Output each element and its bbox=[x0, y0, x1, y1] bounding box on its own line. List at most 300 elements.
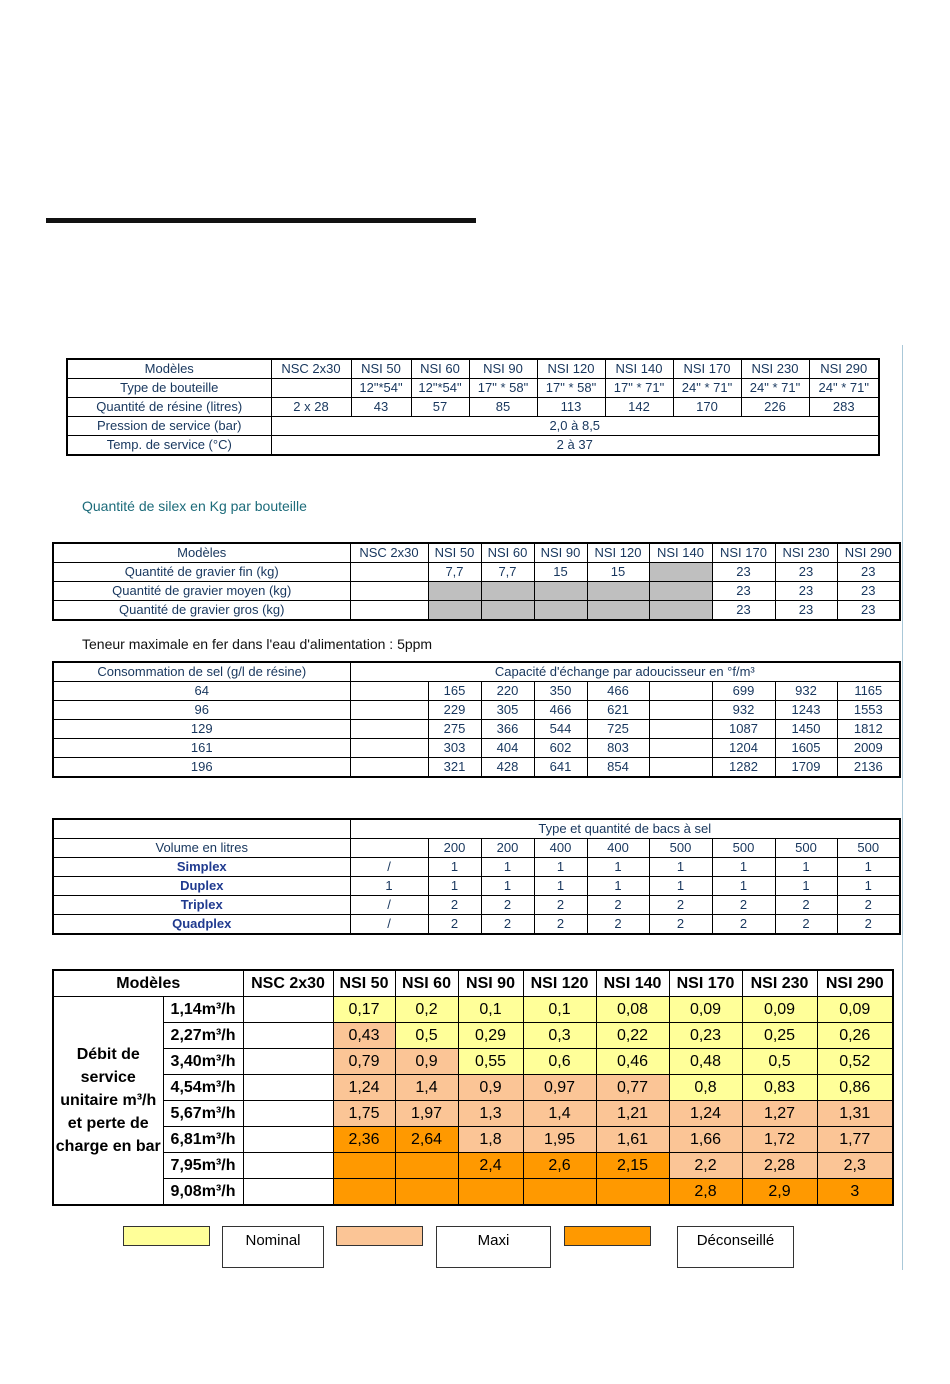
table-row bbox=[53, 682, 900, 701]
legend-label-deconseille: Déconseillé bbox=[677, 1226, 794, 1268]
pressure-drop-cell: 1,8 bbox=[458, 1127, 523, 1153]
table-cell bbox=[587, 582, 649, 601]
table-cell bbox=[350, 758, 428, 778]
table-cell: 1 bbox=[481, 877, 534, 896]
pressure-drop-cell bbox=[243, 1023, 333, 1049]
flow-rate-cell: 7,95m³/h bbox=[163, 1153, 243, 1179]
pressure-drop-cell: 0,97 bbox=[523, 1075, 596, 1101]
table-cell: 1165 bbox=[837, 682, 900, 701]
table-cell: 23 bbox=[775, 601, 837, 621]
pressure-drop-cell: 0,46 bbox=[596, 1049, 669, 1075]
table-cell: 2 bbox=[649, 915, 712, 935]
table-cell: 2 bbox=[712, 896, 775, 915]
salt-tanks-span-header: Type et quantité de bacs à sel bbox=[350, 819, 900, 839]
pressure-drop-cell bbox=[395, 1153, 458, 1179]
flow-header-cell: NSC 2x30 bbox=[243, 970, 333, 997]
table-cell bbox=[649, 682, 712, 701]
table-cell: 283 bbox=[809, 398, 879, 417]
table-cell: 500 bbox=[649, 839, 712, 858]
flow-rate-cell: 4,54m³/h bbox=[163, 1075, 243, 1101]
table-cell: 23 bbox=[712, 563, 775, 582]
table-cell: 2 bbox=[534, 896, 587, 915]
table-cell: 854 bbox=[587, 758, 649, 778]
silex-header-cell: NSI 120 bbox=[587, 543, 649, 563]
silex-table bbox=[52, 542, 901, 621]
table-cell: 500 bbox=[712, 839, 775, 858]
pressure-drop-cell: 1,4 bbox=[395, 1075, 458, 1101]
silex-header-cell: Modèles bbox=[53, 543, 350, 563]
silex-header-cell: NSI 50 bbox=[428, 543, 481, 563]
table-cell bbox=[350, 563, 428, 582]
table-cell: 275 bbox=[428, 720, 481, 739]
legend-swatch-maxi bbox=[336, 1226, 423, 1246]
pressure-drop-cell: 1,75 bbox=[333, 1101, 395, 1127]
table-cell bbox=[649, 601, 712, 621]
row-label: Volume en litres bbox=[53, 839, 350, 858]
specs-temp-row bbox=[67, 436, 879, 456]
table-cell: 1 bbox=[712, 858, 775, 877]
table-cell: 1 bbox=[837, 858, 900, 877]
table-row bbox=[53, 1127, 893, 1153]
pressure-drop-cell bbox=[243, 1127, 333, 1153]
specs-header-row bbox=[67, 359, 879, 379]
pressure-drop-cell: 0,52 bbox=[817, 1049, 893, 1075]
flow-header-cell: NSI 60 bbox=[395, 970, 458, 997]
table-cell: 23 bbox=[775, 582, 837, 601]
silex-header-cell: NSI 140 bbox=[649, 543, 712, 563]
table-cell: 1 bbox=[428, 858, 481, 877]
specs-bottle-row bbox=[67, 379, 879, 398]
specs-header-cell: NSI 170 bbox=[673, 359, 741, 379]
row-label: Duplex bbox=[53, 877, 350, 896]
table-cell bbox=[350, 739, 428, 758]
pressure-drop-cell: 0,17 bbox=[333, 997, 395, 1023]
table-cell bbox=[481, 582, 534, 601]
table-cell bbox=[481, 601, 534, 621]
table-cell: 2 bbox=[587, 915, 649, 935]
legend-swatch-nominal bbox=[123, 1226, 210, 1246]
table-cell: 57 bbox=[411, 398, 469, 417]
table-cell: 500 bbox=[775, 839, 837, 858]
pressure-drop-cell: 1,66 bbox=[669, 1127, 742, 1153]
table-cell bbox=[649, 701, 712, 720]
table-cell: 24" * 71" bbox=[673, 379, 741, 398]
table-cell: 2 bbox=[712, 915, 775, 935]
row-label: Triplex bbox=[53, 896, 350, 915]
flow-header-cell: NSI 120 bbox=[523, 970, 596, 997]
table-row bbox=[53, 563, 900, 582]
pressure-drop-cell: 0,9 bbox=[395, 1049, 458, 1075]
flow-header-cell: NSI 90 bbox=[458, 970, 523, 997]
empty-corner-cell bbox=[53, 819, 350, 839]
table-cell: 725 bbox=[587, 720, 649, 739]
specs-pressure-row bbox=[67, 417, 879, 436]
specs-header-cell: NSI 90 bbox=[469, 359, 537, 379]
flow-rate-cell: 3,40m³/h bbox=[163, 1049, 243, 1075]
table-cell: 2 bbox=[837, 915, 900, 935]
table-cell: 932 bbox=[775, 682, 837, 701]
table-cell: 7,7 bbox=[481, 563, 534, 582]
row-label: Quantité de gravier fin (kg) bbox=[53, 563, 350, 582]
pressure-drop-cell bbox=[333, 1153, 395, 1179]
table-cell bbox=[350, 682, 428, 701]
flow-rate-cell: 2,27m³/h bbox=[163, 1023, 243, 1049]
table-cell: 2 bbox=[481, 915, 534, 935]
table-cell: 7,7 bbox=[428, 563, 481, 582]
pressure-drop-cell: 1,4 bbox=[523, 1101, 596, 1127]
table-cell: 2 x 28 bbox=[271, 398, 351, 417]
table-cell: 12"*54" bbox=[351, 379, 411, 398]
table-cell: 2 bbox=[837, 896, 900, 915]
row-label: 161 bbox=[53, 739, 350, 758]
table-row bbox=[53, 877, 900, 896]
pressure-drop-cell: 0,8 bbox=[669, 1075, 742, 1101]
salt-tanks-volume-row bbox=[53, 839, 900, 858]
pressure-drop-cell: 2,36 bbox=[333, 1127, 395, 1153]
table-row bbox=[53, 896, 900, 915]
silex-header-cell: NSC 2x30 bbox=[350, 543, 428, 563]
page-border-line bbox=[902, 345, 903, 1270]
table-cell: 2 bbox=[775, 896, 837, 915]
row-label: 96 bbox=[53, 701, 350, 720]
pressure-drop-cell: 1,31 bbox=[817, 1101, 893, 1127]
table-cell bbox=[649, 739, 712, 758]
table-cell: 699 bbox=[712, 682, 775, 701]
pressure-drop-cell: 1,95 bbox=[523, 1127, 596, 1153]
specs-header-cell: NSI 50 bbox=[351, 359, 411, 379]
table-cell bbox=[534, 582, 587, 601]
table-cell: 113 bbox=[537, 398, 605, 417]
table-cell: 1 bbox=[481, 858, 534, 877]
table-cell: 15 bbox=[587, 563, 649, 582]
flow-header-cell: Modèles bbox=[53, 970, 243, 997]
pressure-drop-cell: 2,28 bbox=[742, 1153, 817, 1179]
specs-header-cell: NSC 2x30 bbox=[271, 359, 351, 379]
table-cell: / bbox=[350, 896, 428, 915]
capacity-table bbox=[52, 661, 901, 778]
silex-header-cell: NSI 90 bbox=[534, 543, 587, 563]
table-cell: 2 bbox=[534, 915, 587, 935]
pressure-drop-cell: 2,2 bbox=[669, 1153, 742, 1179]
pressure-drop-cell bbox=[395, 1179, 458, 1206]
table-cell bbox=[271, 379, 351, 398]
pressure-drop-cell: 2,6 bbox=[523, 1153, 596, 1179]
table-cell: 404 bbox=[481, 739, 534, 758]
table-cell: 1 bbox=[587, 877, 649, 896]
table-row bbox=[53, 997, 893, 1023]
table-cell: 2136 bbox=[837, 758, 900, 778]
table-cell: 1709 bbox=[775, 758, 837, 778]
table-cell: 1 bbox=[428, 877, 481, 896]
row-label: Simplex bbox=[53, 858, 350, 877]
flow-rate-cell: 1,14m³/h bbox=[163, 997, 243, 1023]
table-cell: 2 bbox=[428, 915, 481, 935]
pressure-drop-cell: 0,6 bbox=[523, 1049, 596, 1075]
table-cell: 2 bbox=[775, 915, 837, 935]
pressure-drop-cell: 1,77 bbox=[817, 1127, 893, 1153]
pressure-drop-cell bbox=[243, 1101, 333, 1127]
pressure-drop-cell: 0,09 bbox=[669, 997, 742, 1023]
table-cell: 23 bbox=[837, 582, 900, 601]
pressure-drop-cell: 2,8 bbox=[669, 1179, 742, 1206]
table-cell: 2,0 à 8,5 bbox=[271, 417, 879, 436]
pressure-drop-cell: 0,43 bbox=[333, 1023, 395, 1049]
table-cell: 1 bbox=[775, 877, 837, 896]
table-cell: 1605 bbox=[775, 739, 837, 758]
capacity-label-header: Consommation de sel (g/l de résine) bbox=[53, 662, 350, 682]
table-cell: 1 bbox=[587, 858, 649, 877]
table-cell: 200 bbox=[481, 839, 534, 858]
pressure-drop-cell bbox=[243, 997, 333, 1023]
table-cell: 24" * 71" bbox=[809, 379, 879, 398]
silex-header-cell: NSI 170 bbox=[712, 543, 775, 563]
pressure-drop-cell: 0,2 bbox=[395, 997, 458, 1023]
table-cell: 1282 bbox=[712, 758, 775, 778]
table-cell: 1553 bbox=[837, 701, 900, 720]
table-cell: 366 bbox=[481, 720, 534, 739]
flow-header-cell: NSI 170 bbox=[669, 970, 742, 997]
table-cell: 466 bbox=[587, 682, 649, 701]
header-rule bbox=[46, 218, 476, 223]
pressure-drop-cell: 0,79 bbox=[333, 1049, 395, 1075]
pressure-drop-cell bbox=[523, 1179, 596, 1206]
pressure-drop-cell: 1,3 bbox=[458, 1101, 523, 1127]
flow-rate-cell: 6,81m³/h bbox=[163, 1127, 243, 1153]
table-cell: 303 bbox=[428, 739, 481, 758]
row-label: 196 bbox=[53, 758, 350, 778]
pressure-drop-cell: 1,97 bbox=[395, 1101, 458, 1127]
pressure-drop-cell: 0,23 bbox=[669, 1023, 742, 1049]
flow-header-cell: NSI 290 bbox=[817, 970, 893, 997]
table-cell: 17" * 71" bbox=[605, 379, 673, 398]
pressure-drop-cell bbox=[243, 1075, 333, 1101]
table-cell: 1204 bbox=[712, 739, 775, 758]
pressure-drop-cell bbox=[243, 1049, 333, 1075]
row-label: Quantité de résine (litres) bbox=[67, 398, 271, 417]
table-cell bbox=[428, 582, 481, 601]
pressure-drop-cell: 0,5 bbox=[742, 1049, 817, 1075]
table-cell: 1 bbox=[712, 877, 775, 896]
table-cell: 1 bbox=[649, 858, 712, 877]
pressure-drop-cell: 1,24 bbox=[333, 1075, 395, 1101]
specs-table bbox=[66, 358, 880, 456]
table-cell: 2009 bbox=[837, 739, 900, 758]
table-row bbox=[53, 1023, 893, 1049]
row-label: Temp. de service (°C) bbox=[67, 436, 271, 456]
table-cell: 428 bbox=[481, 758, 534, 778]
pressure-drop-cell: 1,61 bbox=[596, 1127, 669, 1153]
pressure-drop-cell: 0,55 bbox=[458, 1049, 523, 1075]
pressure-drop-cell: 0,1 bbox=[458, 997, 523, 1023]
pressure-drop-cell: 0,5 bbox=[395, 1023, 458, 1049]
table-cell: 15 bbox=[534, 563, 587, 582]
table-row bbox=[53, 915, 900, 935]
table-row bbox=[53, 758, 900, 778]
capacity-header-row bbox=[53, 662, 900, 682]
table-cell: 200 bbox=[428, 839, 481, 858]
table-cell: 23 bbox=[775, 563, 837, 582]
specs-header-cell: NSI 60 bbox=[411, 359, 469, 379]
table-cell: 602 bbox=[534, 739, 587, 758]
specs-header-cell: NSI 230 bbox=[741, 359, 809, 379]
pressure-drop-cell: 2,3 bbox=[817, 1153, 893, 1179]
table-cell bbox=[649, 582, 712, 601]
table-cell: 803 bbox=[587, 739, 649, 758]
flow-header-cell: NSI 50 bbox=[333, 970, 395, 997]
table-cell bbox=[350, 839, 428, 858]
table-cell: 544 bbox=[534, 720, 587, 739]
table-cell bbox=[587, 601, 649, 621]
pressure-drop-cell bbox=[458, 1179, 523, 1206]
pressure-drop-cell: 2,15 bbox=[596, 1153, 669, 1179]
pressure-drop-cell: 0,26 bbox=[817, 1023, 893, 1049]
table-cell: 400 bbox=[587, 839, 649, 858]
table-cell: 932 bbox=[712, 701, 775, 720]
pressure-drop-cell: 0,08 bbox=[596, 997, 669, 1023]
table-cell: 350 bbox=[534, 682, 587, 701]
table-row bbox=[53, 720, 900, 739]
table-cell: 1 bbox=[837, 877, 900, 896]
legend-swatch-deconseille bbox=[564, 1226, 651, 1246]
pressure-drop-cell: 1,24 bbox=[669, 1101, 742, 1127]
pressure-drop-cell bbox=[333, 1179, 395, 1206]
table-cell: 12"*54" bbox=[411, 379, 469, 398]
table-row bbox=[53, 739, 900, 758]
pressure-drop-cell: 0,1 bbox=[523, 997, 596, 1023]
table-cell: 2 bbox=[481, 896, 534, 915]
table-row bbox=[53, 1153, 893, 1179]
capacity-span-header: Capacité d'échange par adoucisseur en °f/m³ bbox=[350, 662, 900, 682]
table-cell: 23 bbox=[837, 601, 900, 621]
table-row bbox=[53, 701, 900, 720]
table-cell: 226 bbox=[741, 398, 809, 417]
table-cell: 24" * 71" bbox=[741, 379, 809, 398]
table-cell: 85 bbox=[469, 398, 537, 417]
row-label: Quantité de gravier moyen (kg) bbox=[53, 582, 350, 601]
flow-rate-cell: 5,67m³/h bbox=[163, 1101, 243, 1127]
silex-header-row bbox=[53, 543, 900, 563]
specs-header-cell: NSI 290 bbox=[809, 359, 879, 379]
specs-header-cell: Modèles bbox=[67, 359, 271, 379]
row-label: Type de bouteille bbox=[67, 379, 271, 398]
specs-resin-row bbox=[67, 398, 879, 417]
row-label: Quantité de gravier gros (kg) bbox=[53, 601, 350, 621]
table-row bbox=[53, 858, 900, 877]
table-cell: 400 bbox=[534, 839, 587, 858]
table-row bbox=[53, 1049, 893, 1075]
table-cell: 2 bbox=[649, 896, 712, 915]
pressure-drop-cell: 0,22 bbox=[596, 1023, 669, 1049]
table-cell: 621 bbox=[587, 701, 649, 720]
row-label: Pression de service (bar) bbox=[67, 417, 271, 436]
salt-tanks-header-row bbox=[53, 819, 900, 839]
table-cell: 23 bbox=[712, 601, 775, 621]
specs-header-cell: NSI 140 bbox=[605, 359, 673, 379]
silex-header-cell: NSI 290 bbox=[837, 543, 900, 563]
table-cell: / bbox=[350, 858, 428, 877]
row-label: 129 bbox=[53, 720, 350, 739]
table-cell bbox=[428, 601, 481, 621]
pressure-drop-cell: 3 bbox=[817, 1179, 893, 1206]
pressure-drop-cell: 0,29 bbox=[458, 1023, 523, 1049]
table-cell: / bbox=[350, 915, 428, 935]
silex-header-cell: NSI 60 bbox=[481, 543, 534, 563]
table-cell: 220 bbox=[481, 682, 534, 701]
table-cell: 305 bbox=[481, 701, 534, 720]
table-cell bbox=[649, 563, 712, 582]
table-cell: 1 bbox=[775, 858, 837, 877]
table-cell: 1812 bbox=[837, 720, 900, 739]
pressure-drop-cell: 0,86 bbox=[817, 1075, 893, 1101]
specs-header-cell: NSI 120 bbox=[537, 359, 605, 379]
table-cell: 23 bbox=[837, 563, 900, 582]
table-row bbox=[53, 1075, 893, 1101]
table-cell: 500 bbox=[837, 839, 900, 858]
pressure-drop-cell: 0,09 bbox=[742, 997, 817, 1023]
table-cell: 1450 bbox=[775, 720, 837, 739]
flow-row-label: Débit de service unitaire m³/h et perte de charge en bar bbox=[53, 997, 163, 1206]
pressure-drop-cell: 0,83 bbox=[742, 1075, 817, 1101]
table-cell bbox=[534, 601, 587, 621]
silex-header-cell: NSI 230 bbox=[775, 543, 837, 563]
pressure-drop-cell: 0,09 bbox=[817, 997, 893, 1023]
pressure-drop-cell: 0,9 bbox=[458, 1075, 523, 1101]
pressure-drop-cell bbox=[596, 1179, 669, 1206]
table-cell: 321 bbox=[428, 758, 481, 778]
table-cell: 1 bbox=[649, 877, 712, 896]
table-cell: 466 bbox=[534, 701, 587, 720]
pressure-drop-cell: 0,3 bbox=[523, 1023, 596, 1049]
silex-caption: Quantité de silex en Kg par bouteille bbox=[82, 498, 307, 514]
table-cell: 17" * 58" bbox=[469, 379, 537, 398]
pressure-drop-cell: 1,21 bbox=[596, 1101, 669, 1127]
table-cell: 2 à 37 bbox=[271, 436, 879, 456]
iron-note: Teneur maximale en fer dans l'eau d'alimentation : 5ppm bbox=[82, 636, 433, 652]
table-cell bbox=[649, 758, 712, 778]
legend-label-nominal: Nominal bbox=[222, 1226, 324, 1268]
table-cell bbox=[350, 601, 428, 621]
flow-rate-cell: 9,08m³/h bbox=[163, 1179, 243, 1206]
pressure-drop-cell: 0,77 bbox=[596, 1075, 669, 1101]
table-cell bbox=[649, 720, 712, 739]
table-row bbox=[53, 582, 900, 601]
table-cell bbox=[350, 701, 428, 720]
table-row bbox=[53, 601, 900, 621]
pressure-drop-cell: 2,4 bbox=[458, 1153, 523, 1179]
flow-header-row bbox=[53, 970, 893, 997]
pressure-drop-cell: 2,64 bbox=[395, 1127, 458, 1153]
legend-label-maxi: Maxi bbox=[436, 1226, 551, 1268]
pressure-drop-cell: 1,27 bbox=[742, 1101, 817, 1127]
table-cell: 1 bbox=[534, 858, 587, 877]
row-label: 64 bbox=[53, 682, 350, 701]
pressure-drop-cell: 0,48 bbox=[669, 1049, 742, 1075]
table-cell bbox=[350, 720, 428, 739]
salt-tanks-table bbox=[52, 818, 901, 935]
pressure-drop-cell: 0,25 bbox=[742, 1023, 817, 1049]
pressure-drop-cell: 2,9 bbox=[742, 1179, 817, 1206]
pressure-drop-cell bbox=[243, 1153, 333, 1179]
table-cell: 165 bbox=[428, 682, 481, 701]
table-cell: 1 bbox=[534, 877, 587, 896]
table-cell: 1243 bbox=[775, 701, 837, 720]
table-cell: 229 bbox=[428, 701, 481, 720]
flow-header-cell: NSI 230 bbox=[742, 970, 817, 997]
table-cell: 1087 bbox=[712, 720, 775, 739]
pressure-drop-cell: 1,72 bbox=[742, 1127, 817, 1153]
table-row bbox=[53, 1179, 893, 1206]
flow-pressure-table bbox=[52, 969, 894, 1206]
